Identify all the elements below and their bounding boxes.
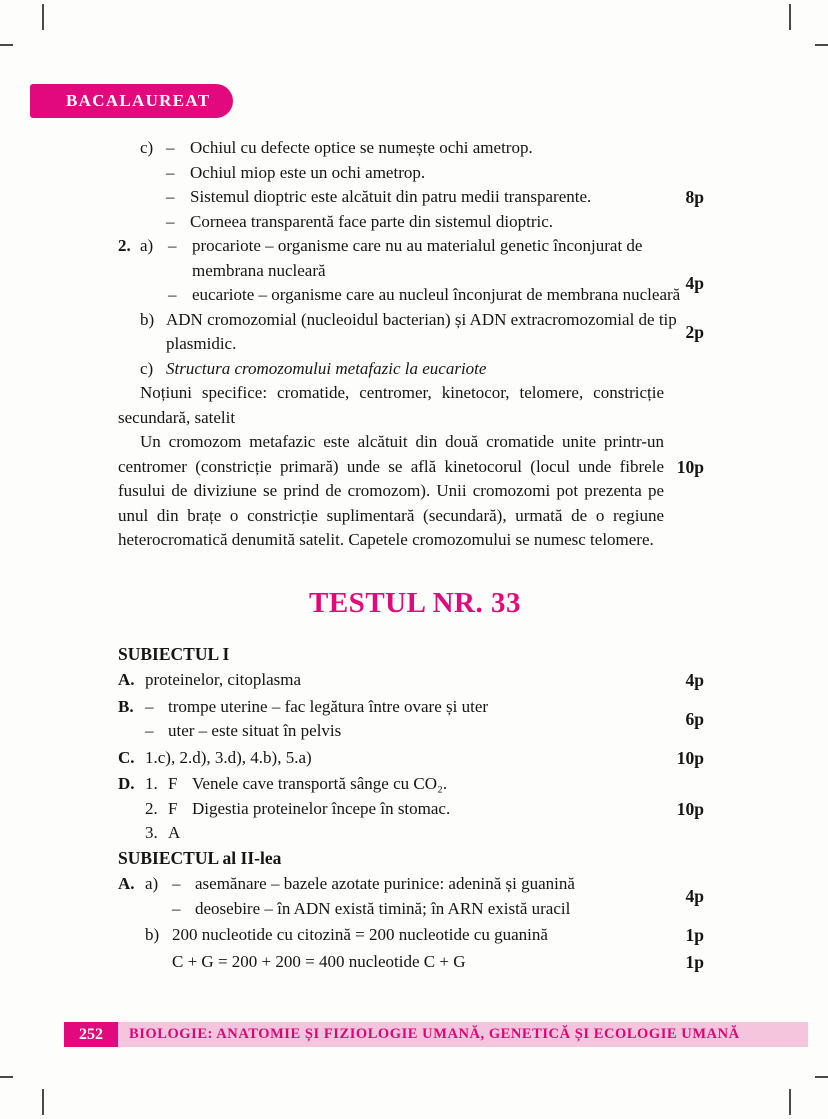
row-text: 1.c), 2.d), 3.d), 4.b), 5.a)	[145, 747, 312, 767]
answer-row-a	[118, 668, 712, 693]
test-title: TESTUL NR. 33	[309, 586, 521, 619]
answer-text: ADN cromozomial (nucleoidul bacterian) și ADN extracromozomial de tip plasmidic.	[166, 309, 677, 353]
points-badge: 4p	[685, 273, 704, 293]
notions-paragraph: Noțiuni specifice: cromatide, centromer, kinetocor, telomere, constricție secundară, satelit	[118, 383, 664, 427]
answer-line	[118, 357, 664, 382]
true-false-mark: A	[168, 823, 181, 842]
list-dash: –	[145, 721, 154, 740]
bacalaureat-badge	[30, 84, 233, 118]
answer-line	[118, 185, 712, 210]
answer-text: procariote – organisme care nu au materialul genetic înconjurat de membrana nucleară	[192, 236, 643, 280]
answer-label: b)	[140, 309, 155, 329]
points-badge: 4p	[685, 886, 704, 906]
crop-mark-top-right	[789, 4, 791, 30]
answer-block-1c	[118, 136, 712, 234]
list-dash: –	[168, 285, 177, 304]
badge-label: BACALAUREAT	[66, 91, 211, 110]
crop-mark-top-left	[42, 4, 44, 30]
row-sublabel: a)	[145, 874, 159, 893]
answer-line	[118, 136, 712, 161]
answer-row-c	[118, 746, 712, 771]
list-dash: –	[168, 236, 177, 255]
row-text: trompe uterine – fac legătura între ovare și uter	[168, 696, 489, 716]
answer-block-2c	[118, 357, 712, 553]
answer-text: Sistemul dioptric este alcătuit din patru medii transparente.	[190, 187, 592, 206]
subject2-heading: SUBIECTUL al II-lea	[118, 847, 282, 868]
page-number: 252	[79, 1025, 103, 1043]
points-badge: 10p	[676, 747, 704, 768]
answer-label: c)	[140, 138, 154, 157]
answer-label: a)	[140, 236, 154, 255]
points-badge: 1p	[685, 925, 704, 945]
answer-row-2a	[118, 872, 712, 921]
row-text: proteinelor, citoplasma	[145, 670, 302, 689]
list-dash: –	[166, 211, 175, 231]
answer-text: Ochiul miop este un ochi ametrop.	[190, 162, 426, 182]
crop-mark-left-bottom	[0, 1076, 13, 1078]
row-text: C + G = 200 + 200 = 400 nucleotide C + G	[172, 951, 466, 971]
page-content	[118, 136, 712, 974]
answer-text: Ochiul cu defecte optice se numește ochi ametrop.	[190, 138, 533, 157]
points-badge: 8p	[685, 187, 704, 207]
answer-row-d	[118, 772, 712, 846]
answer-line	[118, 161, 712, 186]
list-dash: –	[166, 162, 175, 182]
list-dash: –	[172, 874, 181, 893]
points-badge: 6p	[685, 708, 704, 729]
points-badge: 1p	[685, 951, 704, 972]
row-label: D.	[118, 774, 135, 793]
answer-row-b	[118, 695, 712, 744]
row-text: Venele cave transportă sânge cu CO₂.	[192, 774, 448, 793]
points-badge: 10p	[676, 799, 704, 819]
answer-text: Corneea transparentă face parte din sistemul dioptric.	[190, 211, 553, 231]
answer-line	[118, 283, 712, 308]
answer-line	[118, 308, 712, 357]
answer-row-2b-line2	[118, 950, 712, 975]
row-sublabel: b)	[145, 925, 160, 944]
answer-title-italic: Structura cromozomului metafazic la eucariote	[166, 358, 487, 378]
answer-paragraph: Un cromozom metafazic este alcătuit din două cromatide unite printr-un centromer (constricție primară) unde se află kinetocorul (locul unde fibrele fusului de diviziune se prind de cromozom). Unii cromozomi pot prezenta pe unul din brațe o constricție suplimentară (secundară), urmată de o regiune heterocromatică denumită satelit. Capetele cromozomului se numesc telomere.	[118, 432, 664, 549]
page-number-box	[64, 1022, 118, 1047]
row-text: Digestia proteinelor începe în stomac.	[192, 798, 451, 818]
item-number: 3.	[145, 823, 158, 842]
list-dash: –	[166, 187, 175, 206]
footer-title: BIOLOGIE: ANATOMIE ȘI FIZIOLOGIE UMANĂ, GENETICĂ ȘI ECOLOGIE UMANĂ	[129, 1026, 740, 1042]
points-badge: 4p	[685, 670, 704, 690]
crop-mark-bottom-left	[42, 1089, 44, 1115]
row-label: A.	[118, 670, 135, 689]
answer-line	[118, 210, 712, 235]
list-dash: –	[166, 138, 175, 157]
row-text: uter – este situat în pelvis	[168, 721, 342, 740]
true-false-mark: F	[168, 798, 178, 818]
row-label: A.	[118, 874, 135, 893]
list-dash: –	[172, 898, 181, 918]
answer-row-2b-line1	[118, 923, 712, 948]
answer-label: c)	[140, 358, 154, 378]
answer-text: eucariote – organisme care au nucleul înconjurat de membrana nucleară	[192, 285, 681, 304]
crop-mark-bottom-right	[789, 1089, 791, 1115]
list-dash: –	[145, 696, 154, 716]
answer-block-2b	[118, 308, 712, 357]
crop-mark-left-top	[0, 44, 13, 46]
points-badge: 10p	[676, 456, 704, 477]
row-label: C.	[118, 747, 135, 767]
true-false-mark: F	[168, 774, 178, 793]
crop-mark-right-top	[815, 44, 828, 46]
answer-line	[118, 234, 712, 283]
row-text: deosebire – în ADN există timină; în ARN există uracil	[195, 898, 571, 918]
row-text: asemănare – bazele azotate purinice: adenină și guanină	[195, 874, 575, 893]
answer-block-2a	[118, 234, 712, 308]
crop-mark-right-bottom	[815, 1076, 828, 1078]
subject1-heading: SUBIECTUL I	[118, 643, 230, 664]
row-text: 200 nucleotide cu citozină = 200 nucleotide cu guanină	[172, 925, 548, 944]
item-number: 1.	[145, 774, 158, 793]
row-label: B.	[118, 696, 134, 716]
points-badge: 2p	[685, 321, 704, 342]
item-number: 2.	[145, 798, 158, 818]
question-number: 2.	[118, 236, 131, 255]
